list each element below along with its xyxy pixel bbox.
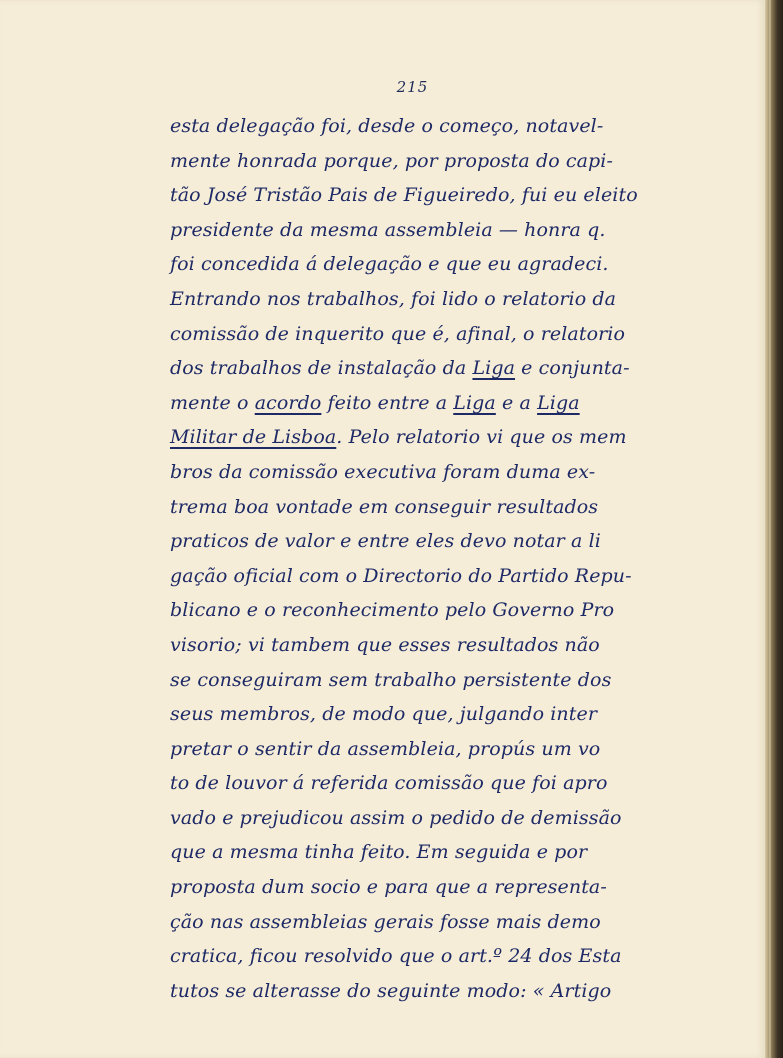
text-line — [170, 208, 680, 243]
text-segment: praticos de valor e entre eles devo notar a li — [170, 530, 601, 553]
underlined-text: Liga — [453, 391, 496, 414]
text-segment: to de louvor á referida comissão que foi apro — [170, 772, 608, 795]
text-segment: . Pelo relatorio vi que os mem — [336, 426, 627, 449]
book-binding-edge — [765, 0, 783, 1058]
text-line — [170, 450, 680, 485]
text-segment: tutos se alterasse do seguinte modo: « Artigo — [170, 979, 612, 1002]
text-segment: mente honrada porque, por proposta do capi- — [170, 149, 614, 172]
text-segment: foi concedida á delegação e que eu agradeci. — [170, 253, 609, 276]
underlined-text: Militar de Lisboa — [170, 426, 337, 449]
underlined-text: Liga — [537, 391, 580, 414]
text-segment: se conseguiram sem trabalho persistente dos — [170, 668, 612, 691]
text-segment: comissão de inquerito que é, afinal, o relatorio — [170, 322, 626, 345]
text-line — [170, 139, 680, 174]
text-segment: proposta dum socio e para que a representa- — [170, 876, 607, 899]
text-line — [170, 381, 680, 416]
text-segment: esta delegação foi, desde o começo, notavel- — [170, 115, 604, 137]
text-line — [170, 519, 680, 554]
text-segment: cratica, ficou resolvido que o art.º 24 dos Esta — [170, 945, 622, 968]
text-line — [170, 242, 680, 277]
text-line — [170, 588, 680, 623]
text-line — [170, 623, 680, 658]
text-segment: feito entre a — [321, 391, 454, 414]
text-line — [170, 830, 680, 865]
text-segment: gação oficial com o Directorio do Partido Repu- — [170, 564, 632, 587]
text-line — [170, 173, 680, 208]
text-segment: que a mesma tinha feito. Em seguida e por — [170, 841, 588, 864]
text-line — [170, 727, 680, 762]
text-segment: blicano e o reconhecimento pelo Governo Pro — [170, 599, 615, 622]
text-line — [170, 761, 680, 796]
underlined-text: Liga — [472, 357, 516, 380]
text-segment: visorio; vi tambem que esses resultados não — [170, 633, 600, 656]
text-segment: pretar o sentir da assembleia, propús um vo — [170, 737, 601, 760]
text-line — [170, 658, 680, 693]
text-segment: Entrando nos trabalhos, foi lido o relatorio da — [170, 287, 617, 310]
text-line — [170, 900, 680, 935]
text-segment: mente o — [170, 391, 255, 414]
text-line — [170, 485, 680, 520]
text-segment: trema boa vontade em conseguir resultados — [170, 495, 599, 518]
text-segment: seus membros, de modo que, julgando inter — [170, 703, 598, 726]
text-segment: ção nas assembleias gerais fosse mais demo — [170, 910, 601, 933]
text-segment: e conjunta- — [515, 357, 630, 380]
text-segment: presidente da mesma assembleia — honra q. — [170, 218, 606, 241]
text-segment: tão José Tristão Pais de Figueiredo, fui eu eleito — [170, 184, 638, 207]
text-line — [170, 346, 680, 381]
text-line — [170, 934, 680, 969]
text-line — [170, 104, 680, 139]
underlined-text: acordo — [254, 391, 322, 414]
handwritten-text-block — [170, 104, 680, 1003]
text-line — [170, 692, 680, 727]
text-line — [170, 969, 680, 1004]
text-line — [170, 312, 680, 347]
text-line — [170, 277, 680, 312]
page-number: 215 — [396, 78, 429, 96]
text-line — [170, 865, 680, 900]
text-segment: dos trabalhos de instalação da — [170, 357, 473, 380]
text-line — [170, 796, 680, 831]
text-segment: bros da comissão executiva foram duma ex- — [170, 460, 596, 483]
text-segment: e a — [495, 391, 538, 414]
text-segment: vado e prejudicou assim o pedido de demissão — [170, 806, 622, 829]
text-line — [170, 415, 680, 450]
text-line — [170, 554, 680, 589]
